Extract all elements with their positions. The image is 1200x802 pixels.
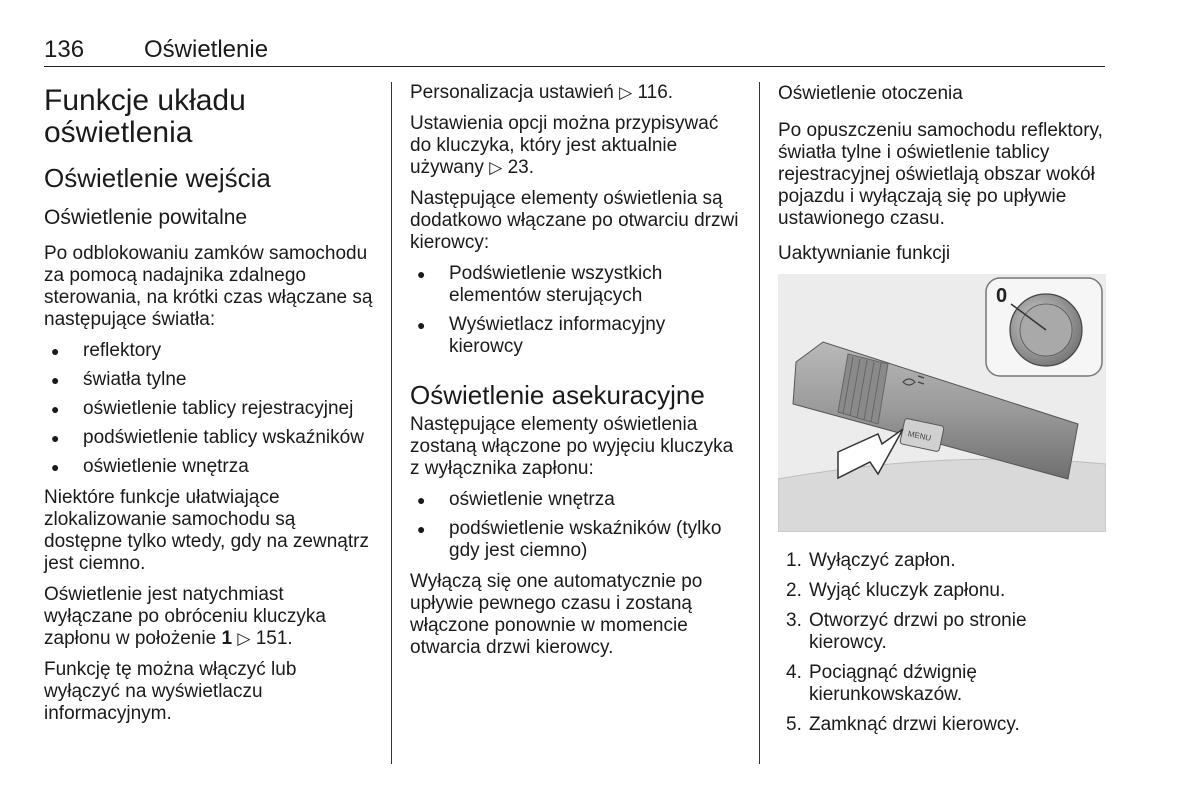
procedure-heading: Uaktywnianie funkcji xyxy=(778,243,951,264)
step-text: Zamknąć drzwi kierowcy. xyxy=(809,714,1020,735)
column-left xyxy=(44,82,374,734)
page-reference[interactable]: 23. xyxy=(507,157,534,178)
list-item: ● podświetlenie wskaźników (tylko gdy jest ciemno) xyxy=(410,518,742,562)
list-item: ● światła tylne xyxy=(44,369,374,391)
column-middle xyxy=(410,82,742,668)
step-item xyxy=(778,580,1106,602)
list-item: ● Wyświetlacz informacyjny kierowcy xyxy=(410,314,742,358)
step-text: Wyłączyć zapłon. xyxy=(809,550,956,571)
paragraph: Funkcję tę można włączyć lub wyłączyć na wyświetlaczu informacyjnym. xyxy=(44,659,297,724)
step-number: 1. xyxy=(786,550,802,571)
section-heading: Oświetlenie wejścia xyxy=(44,163,271,193)
paragraph: Wyłączą się one automatycznie po upływie pewnego czasu i zostaną włączone ponownie w momencie otwarcia drzwi kierowcy. xyxy=(410,571,703,658)
step-item xyxy=(778,662,1106,706)
page-ref-arrow-icon: ▷ xyxy=(619,83,633,102)
page-number: 136 xyxy=(44,36,85,63)
column-divider xyxy=(759,82,760,764)
light-switch-inset xyxy=(986,278,1102,376)
list-item: ● reflektory xyxy=(44,340,374,362)
paragraph: Niektóre funkcje ułatwiające zlokalizowanie samochodu są dostępne tylko wtedy, gdy na zewnątrz jest ciemno. xyxy=(44,487,369,574)
page-ref-arrow-icon: ▷ xyxy=(489,158,503,177)
step-text: Wyjąć kluczyk zapłonu. xyxy=(809,580,1006,601)
paragraph-text: Ustawienia opcji można przypisywać do kluczyka, który jest aktualnie używany xyxy=(410,113,719,178)
paragraph: Następujące elementy oświetlenia są dodatkowo włączane po otwarciu drzwi kierowcy: xyxy=(410,188,739,253)
list-item: ● oświetlenie tablicy rejestracyjnej xyxy=(44,398,374,420)
page-reference[interactable]: 116. xyxy=(637,82,674,103)
column-right xyxy=(778,82,1106,745)
paragraph: Po odblokowaniu zamków samochodu za pomocą nadajnika zdalnego sterowania, na krótki czas włączane są następujące światła: xyxy=(44,243,373,330)
step-item xyxy=(778,714,1106,736)
page-title: Funkcje układu oświetlenia xyxy=(44,84,246,149)
paragraph: Po opuszczeniu samochodu reflektory, światła tylne i oświetlenie tablicy rejestracyjnej oświetlają obszar wokół pojazdu i wyłączają się po upływie ustawionego czasu. xyxy=(778,120,1103,229)
paragraph xyxy=(410,82,742,104)
step-text: Otworzyć drzwi po stronie kierowcy. xyxy=(809,610,1027,653)
list-item: ● Podświetlenie wszystkich elementów sterujących xyxy=(410,263,742,307)
paragraph-text: Personalizacja ustawień xyxy=(410,82,614,103)
procedure-steps xyxy=(778,550,1106,736)
list-item: ● podświetlenie tablicy wskaźników xyxy=(44,427,374,449)
page-reference[interactable]: 151. xyxy=(255,628,293,649)
position-number: 1 xyxy=(221,628,233,649)
menu-button-label: MENU xyxy=(907,429,932,443)
step-number: 3. xyxy=(786,610,802,631)
list-item: ● oświetlenie wnętrza xyxy=(410,489,742,511)
switch-position-label: 0 xyxy=(996,285,1008,307)
paragraph-text: Oświetlenie jest natychmiast wyłączane po obróceniu kluczyka zapłonu w położenie xyxy=(44,584,326,649)
bullet-list xyxy=(410,489,742,562)
list-item: ● oświetlenie wnętrza xyxy=(44,456,374,478)
bullet-list xyxy=(410,263,742,358)
step-number: 5. xyxy=(786,714,802,735)
step-number: 2. xyxy=(786,580,802,601)
column-divider xyxy=(391,82,392,764)
step-item xyxy=(778,610,1106,654)
bullet-list xyxy=(44,340,374,478)
subsection-heading: Oświetlenie otoczenia xyxy=(778,83,963,104)
step-number: 4. xyxy=(786,662,802,683)
paragraph: Następujące elementy oświetlenia zostaną włączone po wyjęciu kluczyka z wyłącznika zapłonu: xyxy=(410,414,734,479)
paragraph xyxy=(410,113,742,179)
section-title: Oświetlenie xyxy=(144,36,269,63)
subsection-heading: Oświetlenie powitalne xyxy=(44,206,248,229)
page-header xyxy=(44,34,1105,67)
section-heading: Oświetlenie asekuracyjne xyxy=(410,380,705,410)
step-text: Pociągnąć dźwignię kierunkowskazów. xyxy=(809,662,977,705)
page-ref-arrow-icon: ▷ xyxy=(237,629,251,648)
paragraph xyxy=(44,584,374,650)
step-item xyxy=(778,550,1106,572)
turn-signal-lever-figure xyxy=(778,274,1106,532)
